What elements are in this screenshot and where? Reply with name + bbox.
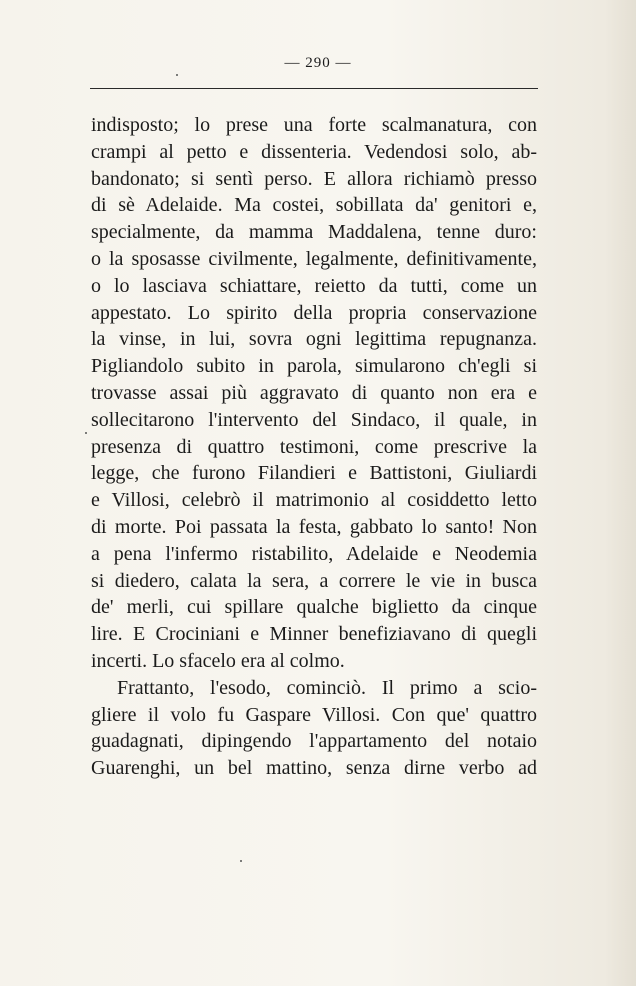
text-line: trovasse assai più aggravato di quanto non era e (91, 381, 537, 404)
text-line: crampi al petto e dissenteria. Vedendosi solo, ab- (91, 140, 537, 163)
text-line: gliere il volo fu Gaspare Villosi. Con que' quattro (91, 703, 537, 726)
paper-speck (176, 74, 178, 76)
text-line: de' merli, cui spillare qualche biglietto da cinque (91, 596, 537, 619)
text-line: si diedero, calata la sera, a correre le vie in busca (91, 569, 537, 592)
text-line: e Villosi, celebrò il matrimonio al cosiddetto letto (91, 489, 537, 512)
text-line: guadagnati, dipingendo l'appartamento del notaio (91, 730, 537, 753)
text-line: lire. E Crociniani e Minner benefiziavano di quegli (91, 623, 537, 646)
text-line: presenza di quattro testimoni, come prescrive la (91, 435, 537, 458)
text-line: sollecitarono l'intervento del Sindaco, il quale, in (91, 408, 537, 431)
text-line: di sè Adelaide. Ma costei, sobillata da' genitori e, (91, 194, 537, 217)
text-line: a pena l'infermo ristabilito, Adelaide e Neodemia (91, 542, 537, 565)
text-line: di morte. Poi passata la festa, gabbato lo santo! Non (91, 515, 537, 538)
paper-speck (240, 860, 242, 862)
text-line: Guarenghi, un bel mattino, senza dirne verbo ad (91, 757, 537, 780)
text-line: la vinse, in lui, sovra ogni legittima repugnanza. (91, 328, 537, 351)
text-line: indisposto; lo prese una forte scalmanatura, con (91, 114, 537, 136)
paper-speck (85, 432, 87, 434)
text-line: incerti. Lo sfacelo era al colmo. (91, 649, 345, 672)
text-line: legge, che furono Filandieri e Battistoni, Giuliardi (91, 462, 537, 485)
header-rule (90, 88, 538, 89)
text-line: Pigliandolo subito in parola, simularono ch'egli si (91, 355, 537, 378)
page-number: — 290 — (284, 55, 352, 71)
text-line: bandonato; si sentì perso. E allora richiamò presso (91, 167, 537, 190)
text-line: o lo lasciava schiattare, reietto da tutti, come un (91, 274, 537, 297)
text-line: Frattanto, l'esodo, cominciò. Il primo a scio- (117, 676, 537, 699)
body-text (91, 112, 537, 782)
text-line: specialmente, da mamma Maddalena, tenne duro: (91, 221, 537, 244)
text-line: appestato. Lo spirito della propria conservazione (91, 301, 537, 324)
text-line: o la sposasse civilmente, legalmente, definitivamente, (91, 247, 537, 270)
